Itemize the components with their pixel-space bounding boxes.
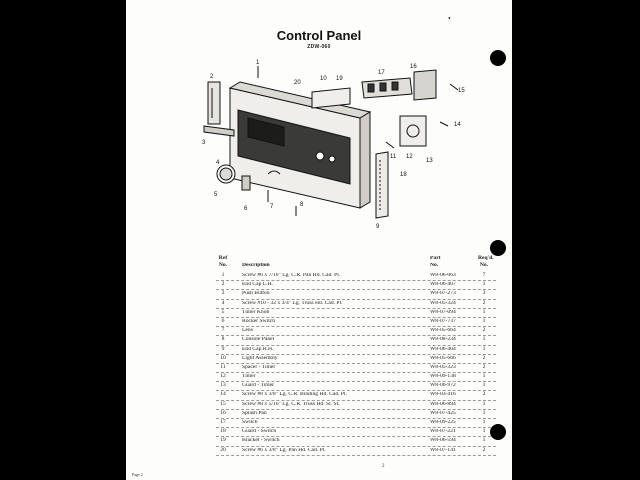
part-number: W8-05-323	[430, 364, 456, 370]
header-ref: Ref	[218, 255, 228, 261]
part-quantity: 1	[482, 336, 486, 343]
part-number: W8-05-324	[430, 300, 456, 306]
table-row	[216, 336, 496, 345]
callout-5: 5	[214, 192, 218, 198]
table-row	[216, 447, 496, 456]
table-row	[216, 419, 496, 428]
table-row	[216, 410, 496, 419]
callout-7: 7	[270, 204, 274, 210]
part-description: Lens	[242, 328, 253, 334]
header-ref-no: No.	[218, 262, 228, 268]
part-number: W8-07-737	[430, 318, 456, 324]
part-ref: 2	[221, 281, 225, 288]
model-number: ZDW-060	[307, 44, 331, 50]
parts-list-header	[216, 256, 496, 272]
part-quantity: 1	[482, 419, 486, 425]
exploded-parts-diagram	[200, 56, 500, 236]
header-description: Description	[242, 263, 270, 268]
part-description: End Cap R.H.	[242, 346, 274, 352]
binder-hole	[490, 424, 506, 440]
header-qty-no: No.	[479, 262, 489, 268]
callout-16: 16	[410, 64, 417, 70]
callout-20: 20	[294, 80, 301, 86]
part-description: Guard - Switch	[242, 429, 277, 435]
light-assembly-drawing	[312, 88, 350, 108]
part-quantity: 2	[482, 327, 486, 334]
part-quantity: 1	[482, 428, 486, 435]
part-quantity: 1	[482, 400, 486, 407]
part-number: W8-08-234	[430, 337, 456, 343]
part-quantity: 1	[482, 409, 486, 416]
callout-13: 13	[426, 158, 433, 164]
part-description: Screw #10 - 32 x 3/4" Lg. Truss Hd. Cad. Pl.	[242, 300, 343, 306]
part-number: W8-07-094	[430, 309, 456, 315]
part-description: Rocker Switch	[242, 318, 276, 324]
part-description: Timer Knob	[242, 309, 270, 315]
parts-list	[216, 256, 496, 456]
table-row	[216, 318, 496, 327]
part-ref: 3	[221, 290, 225, 297]
callout-18: 18	[400, 172, 407, 178]
part-ref: 13	[220, 382, 226, 389]
part-number: W8-06-063	[430, 273, 456, 278]
part-ref: 11	[220, 363, 226, 370]
table-row	[216, 428, 496, 437]
part-number: W8-05-664	[430, 328, 456, 334]
part-description: Bracket - Switch	[242, 438, 280, 444]
part-number: W8-07-221	[430, 429, 456, 435]
table-row	[216, 300, 496, 309]
part-number: W8-09-138	[430, 374, 456, 380]
part-quantity: 1	[482, 382, 486, 389]
callout-9: 9	[376, 224, 380, 230]
part-ref: 9	[221, 345, 225, 352]
part-quantity: 1	[482, 373, 486, 380]
part-description: Guard - Timer	[242, 383, 275, 389]
part-description: Screw #8 x 3/8" Lg. C.R. Binding Hd. Cad. Pl.	[242, 392, 347, 398]
part-quantity: 7	[482, 272, 486, 278]
part-quantity: 2	[482, 363, 486, 370]
table-row	[216, 391, 496, 400]
part-description: Timer	[242, 374, 256, 380]
part-ref: 6	[221, 317, 225, 324]
part-number: W8-06-407	[430, 282, 456, 288]
table-row	[216, 309, 496, 318]
part-ref: 18	[220, 428, 226, 435]
callout-6: 6	[244, 206, 248, 212]
part-description: Push Button	[242, 291, 270, 297]
corner-mark: •	[448, 14, 451, 23]
part-ref: 5	[221, 308, 225, 315]
callout-11: 11	[390, 154, 397, 160]
callout-15: 15	[458, 88, 465, 94]
binder-hole	[490, 240, 506, 256]
part-ref: 17	[220, 419, 226, 425]
end-cap-lh-drawing	[208, 82, 220, 124]
callout-1: 1	[256, 60, 260, 66]
part-quantity: 1	[482, 308, 486, 315]
table-row	[216, 272, 496, 281]
part-description: Console Panel	[242, 337, 275, 343]
rocker-switch-drawing	[242, 176, 250, 190]
callout-3: 3	[202, 140, 206, 146]
part-number: W8-06-894	[430, 401, 456, 407]
manual-page	[126, 0, 512, 480]
part-description: End Cap L.H.	[242, 282, 274, 288]
part-number: W8-06-404	[430, 346, 456, 352]
binder-hole	[490, 50, 506, 66]
callout-10: 10	[320, 76, 327, 82]
part-number: W8-05-666	[430, 355, 456, 361]
callout-17: 17	[378, 70, 385, 76]
part-number: W8-07-141	[430, 447, 456, 453]
callout-14: 14	[454, 122, 461, 128]
callout-4: 4	[216, 160, 220, 166]
end-cap-rh-drawing	[376, 152, 388, 218]
table-row	[216, 437, 496, 446]
part-ref: 14	[220, 391, 226, 398]
part-quantity: 1	[482, 317, 486, 324]
part-ref: 19	[220, 437, 226, 444]
header-part: Part	[430, 256, 441, 261]
part-number: W8-07-425	[430, 410, 456, 416]
part-quantity: 2	[482, 299, 486, 306]
header-part-no: No.	[430, 263, 439, 268]
table-row	[216, 290, 496, 299]
part-quantity: 3	[482, 290, 486, 297]
part-quantity: 2	[482, 354, 486, 361]
table-row	[216, 355, 496, 364]
part-quantity: 1	[482, 437, 486, 444]
callout-8: 8	[300, 202, 304, 208]
part-description: Screw #6 x 3/8" Lg. Pan Hd. Cad. Pl.	[242, 447, 326, 453]
part-ref: 12	[220, 373, 226, 380]
splash-pan-drawing	[414, 70, 436, 100]
table-row	[216, 364, 496, 373]
part-ref: 4	[221, 299, 225, 306]
part-ref: 16	[220, 409, 226, 416]
part-quantity: 1	[482, 345, 486, 352]
page-footer: Page 2	[132, 472, 143, 477]
part-ref: 1	[221, 272, 225, 278]
part-number: W8-06-972	[430, 383, 456, 389]
callout-19: 19	[336, 76, 343, 82]
part-ref: 7	[221, 327, 225, 334]
part-ref: 8	[221, 336, 225, 343]
table-row	[216, 401, 496, 410]
part-number: W8-03-416	[430, 392, 456, 398]
table-row	[216, 327, 496, 336]
table-row	[216, 373, 496, 382]
timer-drawing	[400, 116, 426, 146]
table-row	[216, 346, 496, 355]
part-description: Screw #6 x 7/16" Lg. C.R. Pan Hd. Cad. Pl.	[242, 273, 341, 278]
part-ref: 15	[220, 400, 226, 407]
part-description: Spacer - Timer	[242, 364, 276, 370]
page-mark: 2	[382, 464, 385, 469]
table-row	[216, 382, 496, 391]
page-title: Control Panel	[276, 28, 362, 43]
part-quantity: 2	[482, 391, 486, 398]
part-quantity: 1	[482, 281, 486, 288]
part-description: Screw #8 x 5/16" Lg. C.R. Truss Hd. Sl. St.	[242, 401, 340, 407]
part-quantity: 2	[482, 446, 486, 453]
header-qty: Req'd.	[478, 255, 494, 261]
part-description: Light Assembly	[242, 355, 278, 361]
part-number: W8-07-273	[430, 291, 456, 297]
part-description: Splash Pan	[242, 410, 267, 416]
table-row	[216, 281, 496, 290]
part-description: Switch	[242, 420, 258, 425]
part-number: W8-06-594	[430, 438, 456, 444]
part-ref: 10	[220, 354, 226, 361]
callout-12: 12	[406, 154, 413, 160]
part-ref: 20	[220, 446, 226, 453]
part-number: W8-09-225	[430, 420, 456, 425]
callout-2: 2	[210, 74, 214, 80]
